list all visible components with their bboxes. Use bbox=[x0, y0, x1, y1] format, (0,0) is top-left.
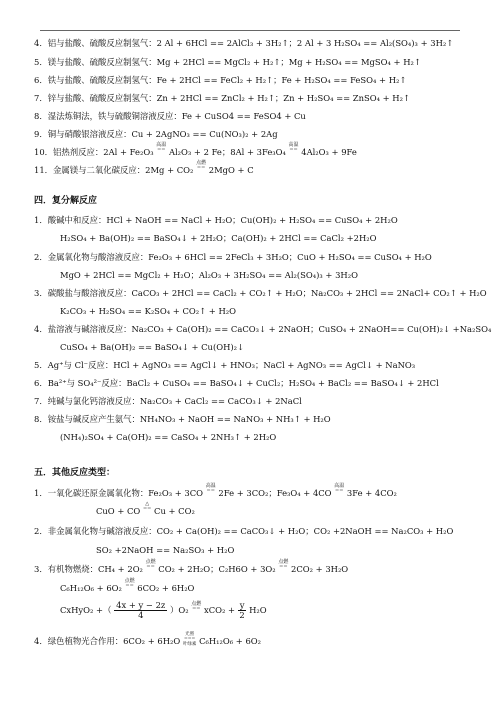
page-bottom-margin bbox=[0, 690, 500, 707]
condition-high-temp: 高温 == bbox=[205, 483, 216, 494]
other-3: 3．有机物燃烧：CH₄ + 2O₂ 点燃 == CO₂ + 2H₂O；C₂H6O + 3O₂ 点燃 == 2CO₂ + 3H₂O bbox=[34, 559, 349, 574]
section-heading-4: 四．复分解反应 bbox=[34, 196, 98, 206]
other-2: 2．非金属氧化物与碱溶液反应：CO₂ + Ca(OH)₂ == CaCO₃↓ + H₂O；CO₂ +2NaOH == Na₂CO₃ + H₂O bbox=[34, 526, 454, 536]
double-decomp-6: 6．Ba²⁺与 SO₄²⁻反应：BaCl₂ + CuSO₄ == BaSO₄↓ + CuCl₂；H₂SO₄ + BaCl₂ == BaSO₄↓ + 2HCl bbox=[34, 378, 439, 388]
condition-high-temp: 高温 == bbox=[288, 142, 299, 153]
header-rule bbox=[40, 30, 460, 31]
double-decomp-2: 2．金属氧化物与酸溶液反应：Fe₂O₃ + 6HCl == 2FeCl₃ + 3H₂O；CuO + H₂SO₄ == CuSO₄ + H₂O bbox=[34, 252, 432, 262]
condition-high-temp: 高温 == bbox=[334, 483, 345, 494]
condition-ignite: 点燃 == bbox=[196, 160, 207, 171]
coefficient-fraction: $\frac{4x + y - 2z}{4}$ bbox=[116, 600, 166, 620]
reaction-11: 11．金属镁与二氧化碳反应：2Mg + CO₂ 点燃 == 2MgO + C bbox=[34, 160, 254, 175]
section-heading-5: 五．其他反应类型： bbox=[34, 468, 116, 478]
reaction-8: 8．湿法炼铜法，铁与硫酸铜溶液反应：Fe + CuSO4 == FeSO4 + Cu bbox=[34, 111, 306, 121]
condition-ignite: 点燃 == bbox=[278, 559, 289, 570]
reaction-7: 7．锌与盐酸、硫酸反应制氢气：Zn + 2HCl == ZnCl₂ + H₂↑；Zn + H₂SO₄ == ZnSO₄ + H₂↑ bbox=[34, 93, 410, 103]
double-decomp-8b: (NH₄)₂SO₄ + Ca(OH)₂ == CaSO₄ + 2NH₃↑ + 2H₂O bbox=[60, 432, 277, 442]
double-decomp-2b: MgO + 2HCl == MgCl₂ + H₂O；Al₂O₃ + 3H₂SO₄ == Al₂(SO₄)₃ + 3H₂O bbox=[60, 270, 358, 280]
double-decomp-5: 5．Ag⁺与 Cl⁻反应：HCl + AgNO₃ == AgCl↓ + HNO₃；NaCl + AgNO₃ == AgCl↓ + NaNO₃ bbox=[34, 360, 416, 370]
condition-ignite: 点燃 == bbox=[145, 559, 156, 570]
other-3c: CxHyO₂ +（ $\frac{4x + y - 2z}{4}$ ）O₂ 点燃 == xCO₂ + $\frac{y}{2}$ H₂O bbox=[60, 600, 267, 620]
double-decomp-3b: K₂CO₃ + H₂SO₄ == K₂SO₄ + CO₂↑ + H₂O bbox=[60, 306, 237, 316]
double-decomp-1: 1．酸碱中和反应：HCl + NaOH == NaCl + H₂O；Cu(OH)₂ + H₂SO₄ == CuSO₄ + 2H₂O bbox=[34, 215, 398, 225]
condition-ignite: 点燃 == bbox=[124, 578, 135, 589]
condition-photosynthesis: 光照 === 叶绿素 bbox=[182, 632, 197, 647]
other-2b: SO₂ +2NaOH == Na₂SO₃ + H₂O bbox=[96, 545, 235, 555]
other-1b: CuO + CO △ == Cu + CO₂ bbox=[96, 501, 195, 516]
double-decomp-7: 7．纯碱与氯化钙溶液反应：Na₂CO₃ + CaCl₂ == CaCO₃↓ + 2NaCl bbox=[34, 396, 302, 406]
reaction-4: 4．铝与盐酸、硫酸反应制氢气：2 Al + 6HCl == 2AlCl₃ + 3H₂↑；2 Al + 3 H₂SO₄ == Al₂(SO₄)₃ + 3H₂↑ bbox=[34, 38, 454, 48]
other-4: 4．绿色植物光合作用：6CO₂ + 6H₂O 光照 === 叶绿素 C₆H₁₂O₆ + 6O₂ bbox=[34, 632, 261, 647]
double-decomp-4b: CuSO₄ + Ba(OH)₂ == BaSO₄↓ + Cu(OH)₂↓ bbox=[60, 342, 245, 352]
reaction-10: 10．铝热剂反应：2Al + Fe₂O₃ 高温 == Al₂O₃ + 2 Fe；8Al + 3Fe₃O₄ 高温 == 4Al₂O₃ + 9Fe bbox=[34, 142, 357, 157]
condition-heat: △ == bbox=[142, 501, 152, 512]
reaction-9: 9．铜与硝酸银溶液反应：Cu + 2AgNO₃ == Cu(NO₃)₂ + 2Ag bbox=[34, 129, 278, 139]
other-1: 1．一氧化碳还原金属氧化物：Fe₂O₃ + 3CO 高温 == 2Fe + 3CO₂；Fe₃O₄ + 4CO 高温 == 3Fe + 4CO₂ bbox=[34, 483, 397, 498]
double-decomp-3: 3．碳酸盐与酸溶液反应：CaCO₃ + 2HCl == CaCl₂ + CO₂↑ + H₂O；Na₂CO₃ + 2HCl == 2NaCl+ CO₂↑ + H₂O bbox=[34, 288, 487, 298]
condition-high-temp: 高温 == bbox=[156, 142, 167, 153]
double-decomp-1b: H₂SO₄ + Ba(OH)₂ == BaSO₄↓ + 2H₂O；Ca(OH)₂ + 2HCl == CaCl₂ +2H₂O bbox=[60, 233, 377, 243]
double-decomp-8: 8．铵盐与碱反应产生氨气：NH₄NO₃ + NaOH == NaNO₃ + NH₃↑ + H₂O bbox=[34, 414, 331, 424]
condition-ignite: 点燃 == bbox=[191, 601, 202, 612]
double-decomp-4: 4．盐溶液与碱溶液反应：Na₂CO₃ + Ca(OH)₂ == CaCO₃↓ + 2NaOH；CuSO₄ + 2NaOH== Cu(OH)₂↓ +Na₂SO₄ bbox=[34, 324, 492, 334]
other-3b: C₆H₁₂O₆ + 6O₂ 点燃 == 6CO₂ + 6H₂O bbox=[60, 578, 195, 593]
y-half-fraction: $\frac{y}{2}$ bbox=[239, 600, 245, 620]
reaction-6: 6．铁与盐酸、硫酸反应制氢气：Fe + 2HCl == FeCl₂ + H₂↑；Fe + H₂SO₄ == FeSO₄ + H₂↑ bbox=[34, 75, 407, 85]
reaction-5: 5．镁与盐酸、硫酸反应制氢气：Mg + 2HCl == MgCl₂ + H₂↑；Mg + H₂SO₄ == MgSO₄ + H₂↑ bbox=[34, 57, 421, 67]
